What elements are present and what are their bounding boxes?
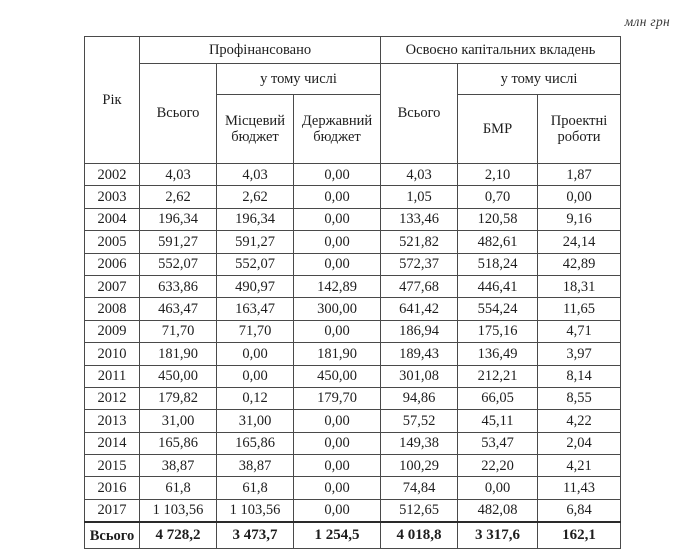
cell-absorbed-bmr: 66,05	[458, 387, 538, 409]
cell-absorbed-bmr: 136,49	[458, 343, 538, 365]
cell-absorbed-bmr: 0,00	[458, 477, 538, 499]
header-absorbed-total: Всього	[381, 64, 458, 164]
cell-absorbed-design: 0,00	[538, 186, 621, 208]
cell-absorbed-total: 57,52	[381, 410, 458, 432]
cell-financed-local: 71,70	[217, 320, 294, 342]
cell-absorbed-design: 11,65	[538, 298, 621, 320]
cell-absorbed-bmr: 554,24	[458, 298, 538, 320]
cell-absorbed-design: 9,16	[538, 208, 621, 230]
cell-financed-total: 181,90	[140, 343, 217, 365]
cell-financed-total: 450,00	[140, 365, 217, 387]
capital-investment-table	[84, 36, 621, 549]
cell-financed-state: 0,00	[294, 253, 381, 275]
cell-year: 2008	[85, 298, 140, 320]
capital-investment-table-container	[84, 36, 620, 549]
cell-financed-state: 0,00	[294, 231, 381, 253]
cell-total-financed-local: 3 473,7	[217, 522, 294, 549]
cell-total-absorbed-design: 162,1	[538, 522, 621, 549]
cell-financed-total: 165,86	[140, 432, 217, 454]
table-row	[85, 298, 621, 320]
header-financed-local-budget: Місцевий бюджет	[217, 95, 294, 164]
cell-financed-total: 1 103,56	[140, 499, 217, 522]
cell-absorbed-design: 11,43	[538, 477, 621, 499]
cell-total-absorbed-bmr: 3 317,6	[458, 522, 538, 549]
cell-absorbed-bmr: 482,61	[458, 231, 538, 253]
cell-financed-local: 31,00	[217, 410, 294, 432]
cell-absorbed-bmr: 518,24	[458, 253, 538, 275]
cell-absorbed-total: 301,08	[381, 365, 458, 387]
table-row	[85, 455, 621, 477]
cell-year: 2004	[85, 208, 140, 230]
cell-financed-state: 0,00	[294, 186, 381, 208]
cell-absorbed-design: 8,14	[538, 365, 621, 387]
cell-financed-state: 0,00	[294, 208, 381, 230]
table-row	[85, 164, 621, 186]
unit-label: млн грн	[624, 14, 670, 29]
cell-absorbed-total: 186,94	[381, 320, 458, 342]
cell-financed-total: 4,03	[140, 164, 217, 186]
cell-financed-state: 0,00	[294, 320, 381, 342]
cell-year: 2017	[85, 499, 140, 522]
cell-year: 2014	[85, 432, 140, 454]
cell-financed-local: 2,62	[217, 186, 294, 208]
table-header	[85, 37, 621, 164]
cell-absorbed-design: 18,31	[538, 275, 621, 297]
cell-absorbed-bmr: 53,47	[458, 432, 538, 454]
cell-total-financed-state: 1 254,5	[294, 522, 381, 549]
cell-absorbed-design: 24,14	[538, 231, 621, 253]
cell-absorbed-design: 2,04	[538, 432, 621, 454]
header-group-absorbed: Освоєно капітальних вкладень	[381, 37, 621, 64]
cell-absorbed-design: 6,84	[538, 499, 621, 522]
cell-absorbed-total: 572,37	[381, 253, 458, 275]
cell-financed-total: 179,82	[140, 387, 217, 409]
top-text-remnant	[96, 0, 316, 6]
cell-financed-total: 71,70	[140, 320, 217, 342]
header-absorbed-including: у тому числі	[458, 64, 621, 95]
cell-financed-local: 490,97	[217, 275, 294, 297]
cell-year: 2015	[85, 455, 140, 477]
cell-year: 2007	[85, 275, 140, 297]
cell-absorbed-design: 8,55	[538, 387, 621, 409]
cell-absorbed-design: 4,22	[538, 410, 621, 432]
header-year: Рік	[85, 37, 140, 164]
cell-absorbed-design: 4,21	[538, 455, 621, 477]
cell-year: 2016	[85, 477, 140, 499]
cell-financed-local: 38,87	[217, 455, 294, 477]
cell-absorbed-total: 100,29	[381, 455, 458, 477]
cell-financed-local: 591,27	[217, 231, 294, 253]
cell-absorbed-bmr: 446,41	[458, 275, 538, 297]
cell-financed-local: 1 103,56	[217, 499, 294, 522]
cell-financed-total: 552,07	[140, 253, 217, 275]
cell-financed-total: 38,87	[140, 455, 217, 477]
header-financed-total: Всього	[140, 64, 217, 164]
cell-financed-total: 31,00	[140, 410, 217, 432]
header-absorbed-bmr: БМР	[458, 95, 538, 164]
cell-total-absorbed-total: 4 018,8	[381, 522, 458, 549]
cell-financed-local: 196,34	[217, 208, 294, 230]
cell-financed-state: 450,00	[294, 365, 381, 387]
table-row	[85, 410, 621, 432]
header-absorbed-design-works: Проектні роботи	[538, 95, 621, 164]
cell-absorbed-total: 521,82	[381, 231, 458, 253]
table-row	[85, 477, 621, 499]
table-total-row	[85, 522, 621, 549]
cell-absorbed-total: 74,84	[381, 477, 458, 499]
cell-financed-state: 179,70	[294, 387, 381, 409]
cell-financed-total: 591,27	[140, 231, 217, 253]
header-group-financed: Профінансовано	[140, 37, 381, 64]
cell-financed-state: 0,00	[294, 432, 381, 454]
cell-year: 2012	[85, 387, 140, 409]
cell-financed-local: 4,03	[217, 164, 294, 186]
cell-financed-local: 61,8	[217, 477, 294, 499]
cell-financed-total: 2,62	[140, 186, 217, 208]
cell-absorbed-design: 1,87	[538, 164, 621, 186]
cell-financed-local: 0,00	[217, 365, 294, 387]
table-row	[85, 343, 621, 365]
table-row	[85, 231, 621, 253]
cell-absorbed-bmr: 120,58	[458, 208, 538, 230]
cell-absorbed-bmr: 175,16	[458, 320, 538, 342]
cell-financed-total: 196,34	[140, 208, 217, 230]
cell-financed-state: 0,00	[294, 164, 381, 186]
cell-absorbed-total: 641,42	[381, 298, 458, 320]
cell-absorbed-design: 3,97	[538, 343, 621, 365]
cell-absorbed-bmr: 45,11	[458, 410, 538, 432]
cell-absorbed-total: 133,46	[381, 208, 458, 230]
cell-absorbed-bmr: 482,08	[458, 499, 538, 522]
cell-total-financed-total: 4 728,2	[140, 522, 217, 549]
table-row	[85, 365, 621, 387]
cell-financed-total: 61,8	[140, 477, 217, 499]
cell-year: 2005	[85, 231, 140, 253]
cell-financed-state: 0,00	[294, 455, 381, 477]
cell-year: 2002	[85, 164, 140, 186]
cell-absorbed-bmr: 2,10	[458, 164, 538, 186]
table-row	[85, 499, 621, 522]
cell-year: 2010	[85, 343, 140, 365]
cell-financed-local: 0,00	[217, 343, 294, 365]
cell-absorbed-bmr: 0,70	[458, 186, 538, 208]
cell-absorbed-design: 42,89	[538, 253, 621, 275]
table-row	[85, 432, 621, 454]
cell-financed-local: 163,47	[217, 298, 294, 320]
cell-absorbed-design: 4,71	[538, 320, 621, 342]
cell-financed-local: 0,12	[217, 387, 294, 409]
table-row	[85, 253, 621, 275]
cell-absorbed-total: 4,03	[381, 164, 458, 186]
cell-financed-state: 181,90	[294, 343, 381, 365]
cell-absorbed-total: 149,38	[381, 432, 458, 454]
cell-year: 2009	[85, 320, 140, 342]
cell-absorbed-total: 189,43	[381, 343, 458, 365]
cell-financed-total: 463,47	[140, 298, 217, 320]
cell-absorbed-total: 477,68	[381, 275, 458, 297]
cell-financed-local: 165,86	[217, 432, 294, 454]
cell-financed-state: 0,00	[294, 410, 381, 432]
cell-absorbed-total: 1,05	[381, 186, 458, 208]
cell-year: 2011	[85, 365, 140, 387]
cell-financed-total: 633,86	[140, 275, 217, 297]
table-row	[85, 320, 621, 342]
table-row	[85, 275, 621, 297]
cell-absorbed-bmr: 22,20	[458, 455, 538, 477]
cell-year: 2013	[85, 410, 140, 432]
table-body	[85, 164, 621, 549]
cell-year: 2006	[85, 253, 140, 275]
cell-year: 2003	[85, 186, 140, 208]
cell-financed-state: 0,00	[294, 477, 381, 499]
table-row	[85, 186, 621, 208]
cell-financed-local: 552,07	[217, 253, 294, 275]
cell-absorbed-total: 512,65	[381, 499, 458, 522]
table-row	[85, 208, 621, 230]
header-financed-including: у тому числі	[217, 64, 381, 95]
cell-financed-state: 300,00	[294, 298, 381, 320]
header-financed-state-budget: Державний бюджет	[294, 95, 381, 164]
table-row	[85, 387, 621, 409]
cell-absorbed-total: 94,86	[381, 387, 458, 409]
cell-total-label: Всього	[85, 522, 140, 549]
cell-financed-state: 0,00	[294, 499, 381, 522]
cell-absorbed-bmr: 212,21	[458, 365, 538, 387]
cell-financed-state: 142,89	[294, 275, 381, 297]
